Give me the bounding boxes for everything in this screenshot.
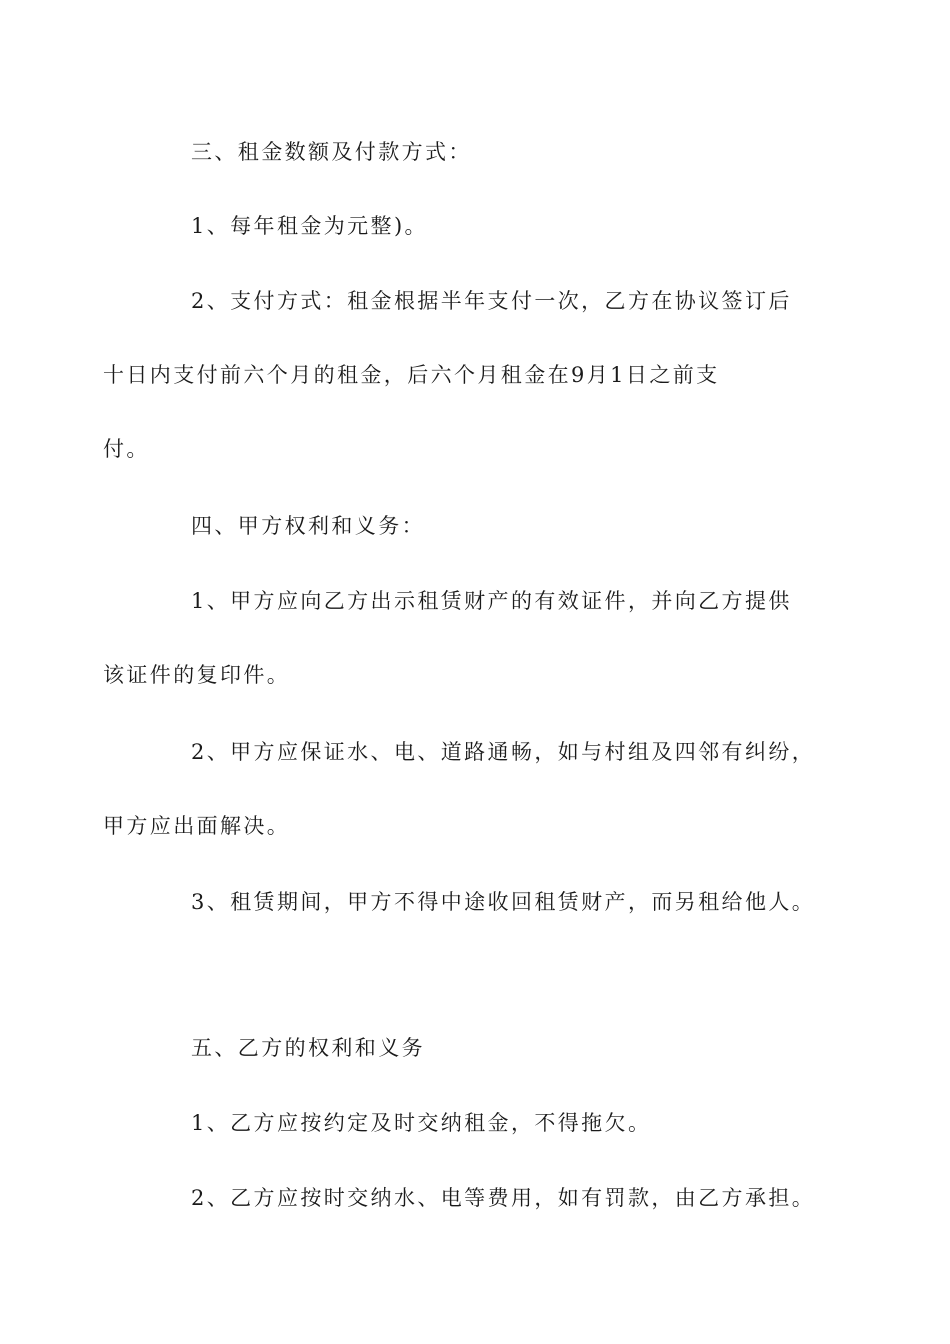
party-a-clause-3: [147, 865, 822, 939]
text-line: 1、每年租金为元整)。: [191, 214, 428, 238]
text-line: 该证件的复印件。: [103, 663, 291, 687]
section-heading-rent: [147, 115, 822, 189]
text-line: 十日内支付前六个月的租金，后六个月租金在9月1日之前支: [103, 363, 720, 387]
rent-clause-2: [103, 264, 822, 486]
text-line: 2、乙方应按时交纳水、电等费用，如有罚款，由乙方承担。: [191, 1186, 816, 1210]
text-line: 付。: [103, 437, 150, 461]
party-b-clause-1: [147, 1086, 822, 1160]
section-heading-party-b: [147, 1011, 822, 1085]
rent-clause-1: [147, 189, 822, 263]
text-line: 四、甲方权利和义务：: [191, 514, 425, 538]
text-line: 五、乙方的权利和义务: [191, 1036, 425, 1060]
text-line: 2、甲方应保证水、电、道路通畅，如与村组及四邻有纠纷，: [191, 740, 816, 764]
party-a-clause-2: [103, 715, 822, 863]
text-line: 2、支付方式：租金根据半年支付一次，乙方在协议签订后: [191, 289, 792, 313]
text-line: 甲方应出面解决。: [103, 814, 291, 838]
party-a-clause-1: [103, 564, 822, 712]
text-line: 1、甲方应向乙方出示租赁财产的有效证件，并向乙方提供: [191, 589, 792, 613]
section-heading-party-a: [147, 489, 822, 563]
text-line: 1、乙方应按约定及时交纳租金，不得拖欠。: [191, 1111, 652, 1135]
party-b-clause-2: [147, 1161, 822, 1235]
text-line: 三、租金数额及付款方式：: [191, 140, 472, 164]
text-line: 3、租赁期间，甲方不得中途收回租赁财产，而另租给他人。: [191, 890, 816, 914]
